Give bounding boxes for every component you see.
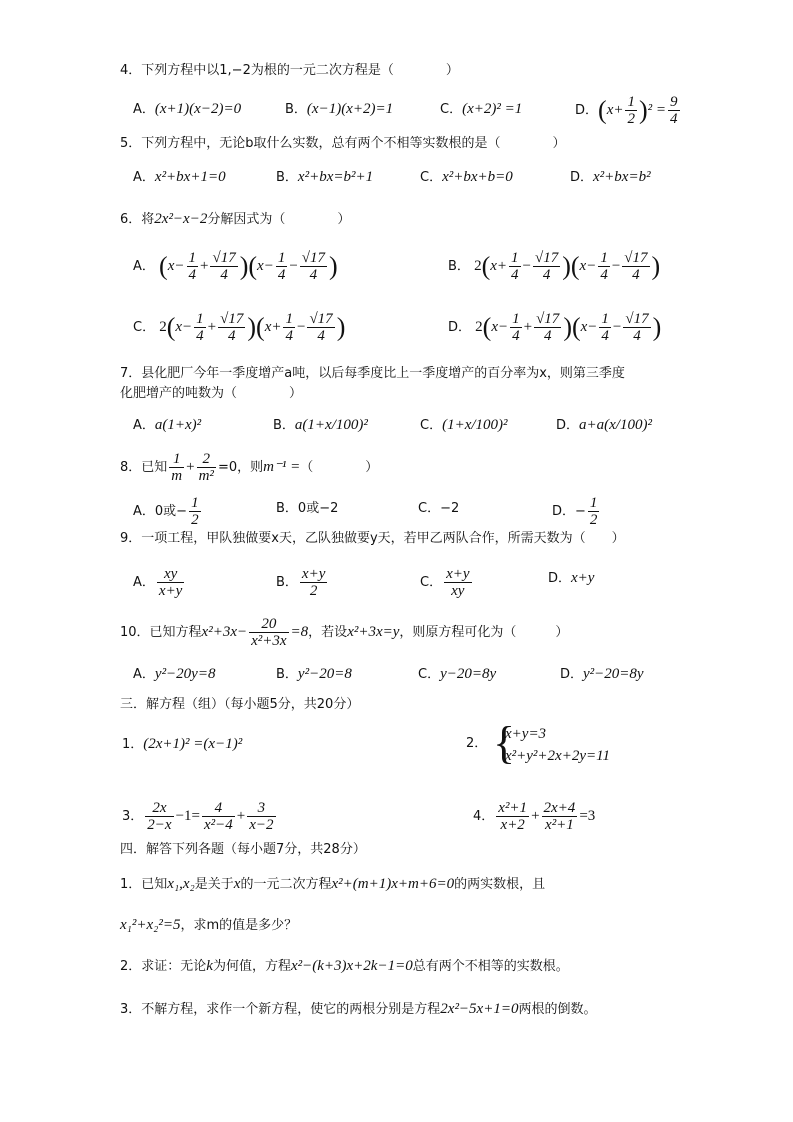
numerator: 20 bbox=[249, 616, 288, 633]
denominator: 4 bbox=[285, 328, 293, 344]
fraction bbox=[534, 311, 561, 344]
option-math: x²+bx=b² bbox=[593, 169, 651, 185]
numerator: 1 bbox=[627, 94, 635, 110]
fraction bbox=[509, 250, 521, 283]
q6-option-b: B． 2(x+ $\frac{1}{4}$ − $\frac{√17}{4}$ )(x− $\frac{1}{4}$ − $\frac{√17}{4}$ ) bbox=[448, 250, 661, 283]
q6-stem bbox=[120, 208, 350, 231]
stem-math: x²+3x− bbox=[201, 624, 248, 640]
fraction bbox=[210, 250, 237, 283]
system-equation-2: x²+y²+2x+2y=11 bbox=[505, 748, 610, 764]
option-label: B． bbox=[276, 667, 298, 682]
option-label: D． bbox=[552, 504, 576, 519]
fraction bbox=[276, 250, 288, 283]
s4-problem-1-line1 bbox=[120, 873, 545, 896]
option-text: 0或− bbox=[154, 504, 188, 519]
option-label: C． bbox=[440, 102, 463, 117]
denominator: 4 bbox=[542, 267, 551, 283]
denominator: x²+1 bbox=[545, 817, 574, 833]
numerator: 2 bbox=[197, 451, 216, 468]
stem-text: ，若设 bbox=[308, 625, 348, 640]
denominator: x²−4 bbox=[203, 817, 233, 833]
math-part: + bbox=[186, 459, 195, 475]
option-label: B． bbox=[273, 418, 295, 433]
q9-option-b bbox=[276, 566, 329, 599]
numerator: √17 bbox=[212, 250, 236, 266]
stem-text: ，则原方程可化为（ ） bbox=[399, 625, 569, 640]
problem-text: ，求m的值是多少？ bbox=[180, 918, 298, 933]
denominator: xy bbox=[451, 583, 465, 599]
problem-text: 的一元二次方程 bbox=[240, 877, 332, 892]
q5-stem: 5．下列方程中，无论b取什么实数，总有两个不相等实数根的是（ ） bbox=[120, 136, 566, 151]
denominator: 2 bbox=[589, 512, 598, 528]
option-label: A． bbox=[133, 259, 155, 274]
option-math: x²+bx+b=0 bbox=[442, 169, 513, 185]
q9-option-a bbox=[133, 566, 186, 599]
numerator: √17 bbox=[301, 250, 326, 266]
denominator: x²+3x bbox=[251, 633, 287, 649]
math-part: + bbox=[207, 319, 217, 335]
numerator: 1 bbox=[191, 495, 199, 511]
denominator: 2 bbox=[191, 512, 199, 528]
q9-stem: 9．一项工程，甲队独做要x天，乙队独做要y天，若甲乙两队合作，所需天数为（ ） bbox=[120, 531, 625, 546]
problem-label: 2． bbox=[466, 736, 488, 751]
math-part: x− bbox=[580, 319, 598, 335]
numerator: 9 bbox=[670, 94, 678, 110]
denominator: 4 bbox=[196, 328, 204, 344]
fraction bbox=[588, 495, 600, 528]
numerator: 1 bbox=[188, 250, 196, 266]
option-math: y²−20y=8 bbox=[154, 666, 216, 682]
problem-text: 2．求证：无论 bbox=[120, 959, 207, 974]
q5-option-b bbox=[276, 166, 373, 189]
math-part: x− bbox=[175, 319, 193, 335]
q6-option-d: D． 2(x− $\frac{1}{4}$ + $\frac{√17}{4}$ )(x− $\frac{1}{4}$ − $\frac{√17}{4}$ ) bbox=[448, 311, 662, 344]
option-label: A． bbox=[133, 667, 155, 682]
option-math: (1+x/100)² bbox=[442, 417, 508, 433]
option-math: a(1+x/100)² bbox=[294, 417, 368, 433]
fraction bbox=[300, 250, 327, 283]
problem-math: x₁,x₂ bbox=[167, 876, 195, 892]
stem-text: 分解因式为（ ） bbox=[207, 212, 351, 227]
option-label: C． bbox=[418, 667, 441, 682]
denominator: m bbox=[171, 468, 183, 484]
math-part: − bbox=[522, 258, 531, 274]
denominator: 4 bbox=[511, 267, 519, 283]
q5-option-d bbox=[570, 166, 651, 189]
s3-problem-4 bbox=[473, 800, 595, 833]
math-part: −1= bbox=[175, 808, 200, 824]
numerator: √17 bbox=[625, 311, 649, 327]
numerator: 3 bbox=[247, 800, 275, 817]
q7-stem-line2: 化肥增产的吨数为（ ） bbox=[120, 386, 303, 401]
option-label: A． bbox=[133, 170, 155, 185]
numerator: 1 bbox=[511, 250, 519, 266]
numerator: x²+1 bbox=[498, 800, 528, 816]
denominator: 4 bbox=[309, 267, 318, 283]
numerator: 1 bbox=[589, 495, 598, 511]
numerator: √17 bbox=[309, 311, 333, 327]
fraction bbox=[533, 250, 560, 283]
fraction bbox=[625, 94, 637, 127]
option-math: (x+1)(x−2)=0 bbox=[154, 101, 242, 117]
fraction bbox=[542, 800, 578, 833]
math-part: =3 bbox=[579, 808, 596, 824]
problem-text: 为何值，方程 bbox=[212, 959, 291, 974]
q10-option-d bbox=[560, 663, 644, 686]
fraction bbox=[598, 250, 610, 283]
numerator: 1 bbox=[285, 311, 293, 327]
option-math: (x+2)² =1 bbox=[462, 101, 523, 117]
math-part: 2 bbox=[159, 319, 167, 335]
math-part: 2 bbox=[475, 319, 483, 335]
left-brace: { bbox=[493, 717, 516, 768]
option-text: − bbox=[575, 504, 586, 519]
stem-math: m⁻¹ = bbox=[263, 459, 301, 475]
q7-stem-line1: 7．县化肥厂今年一季度增产a吨，以后每季度比上一季度增产的百分率为x，则第三季度 bbox=[120, 366, 625, 381]
problem-text: 两根的倒数。 bbox=[518, 1002, 597, 1017]
option-label: C． bbox=[418, 501, 441, 516]
option-math: x+y bbox=[571, 570, 595, 586]
problem-math: k bbox=[206, 958, 213, 974]
q5-option-c bbox=[420, 166, 513, 189]
denominator: 4 bbox=[277, 267, 286, 283]
denominator: 4 bbox=[228, 328, 236, 344]
math-part: x− bbox=[257, 258, 274, 274]
option-label: D． bbox=[560, 667, 584, 682]
numerator: 2x+4 bbox=[543, 800, 576, 816]
fraction bbox=[444, 566, 471, 599]
option-math: y²−20=8 bbox=[297, 666, 352, 682]
numerator: x+y bbox=[301, 566, 326, 582]
option-label: B． bbox=[276, 575, 298, 590]
problem-math: (2x+1)² =(x−1)² bbox=[143, 736, 243, 752]
math-part: − bbox=[612, 319, 622, 335]
fraction bbox=[249, 616, 288, 649]
q4-option-c bbox=[440, 98, 522, 121]
s3-problem-2 bbox=[466, 733, 487, 755]
q7-option-a bbox=[133, 414, 201, 437]
q8-option-b bbox=[276, 498, 338, 520]
fraction bbox=[623, 311, 650, 344]
math-part: − bbox=[296, 319, 306, 335]
stem-text: 6．将 bbox=[120, 212, 155, 227]
q6-option-c: C． 2(x− $\frac{1}{4}$ + $\frac{√17}{4}$ )(x+ $\frac{1}{4}$ − $\frac{√17}{4}$ ) bbox=[133, 311, 346, 344]
problem-text: 的两实数根，且 bbox=[454, 877, 546, 892]
q8-option-a bbox=[133, 495, 203, 528]
stem-text: =0，则 bbox=[217, 460, 264, 475]
math-part: x+ bbox=[490, 258, 508, 274]
numerator: 2x bbox=[145, 800, 173, 817]
numerator: 1 bbox=[600, 250, 608, 266]
math-part: + bbox=[531, 808, 540, 824]
s4-problem-2 bbox=[120, 955, 569, 978]
numerator: 1 bbox=[512, 311, 520, 327]
problem-math: 2x²−5x+1=0 bbox=[440, 1001, 519, 1017]
fraction bbox=[307, 311, 334, 344]
stem-math: x²+3x=y bbox=[347, 624, 400, 640]
denominator: x+2 bbox=[500, 817, 525, 833]
problem-text: 是关于 bbox=[194, 877, 234, 892]
problem-math: x²−(k+3)x+2k−1=0 bbox=[290, 958, 413, 974]
math-part: x− bbox=[491, 319, 509, 335]
fraction bbox=[247, 800, 275, 833]
option-label: C． bbox=[133, 320, 156, 335]
option-label: A． bbox=[133, 418, 155, 433]
option-label: C． bbox=[420, 418, 443, 433]
s3-equation-system bbox=[493, 717, 653, 770]
q7-option-b bbox=[273, 414, 368, 437]
option-label: D． bbox=[575, 103, 599, 118]
option-label: D． bbox=[570, 170, 594, 185]
section-3-title: 三．解方程（组）（每小题5分，共20分） bbox=[120, 697, 360, 712]
q10-option-a bbox=[133, 663, 215, 686]
denominator: 2−x bbox=[147, 817, 172, 833]
q7-option-c bbox=[420, 414, 508, 437]
denominator: 4 bbox=[601, 328, 609, 344]
math-part: 2 bbox=[474, 258, 482, 274]
fraction bbox=[622, 250, 649, 283]
fraction bbox=[668, 94, 680, 127]
denominator: 2 bbox=[627, 111, 635, 127]
stem-text: 8．已知 bbox=[120, 460, 168, 475]
numerator: √17 bbox=[534, 250, 559, 266]
numerator: 1 bbox=[601, 311, 609, 327]
numerator: x+y bbox=[446, 566, 470, 582]
q4-option-a bbox=[133, 98, 241, 121]
denominator: 4 bbox=[317, 328, 325, 344]
section-4-title: 四．解答下列各题（每小题7分，共28分） bbox=[120, 842, 366, 857]
stem-text: （ ） bbox=[300, 460, 379, 475]
q10-option-b bbox=[276, 663, 352, 686]
fraction bbox=[202, 800, 235, 833]
option-math: x²+bx+1=0 bbox=[154, 169, 226, 185]
option-math: y²−20=8y bbox=[583, 666, 644, 682]
problem-label: 3． bbox=[122, 809, 144, 824]
option-math: x²+bx=b²+1 bbox=[297, 169, 374, 185]
numerator: 1 bbox=[169, 451, 184, 468]
option-label: D． bbox=[548, 571, 572, 586]
q5-option-a bbox=[133, 166, 226, 189]
stem-math: =8 bbox=[290, 624, 309, 640]
option-math: a+a(x/100)² bbox=[579, 417, 652, 433]
denominator: 4 bbox=[512, 328, 520, 344]
option-label: C． bbox=[420, 170, 443, 185]
fraction bbox=[283, 311, 295, 344]
option-math: (x−1)(x+2)=1 bbox=[306, 101, 394, 117]
option-text: −2 bbox=[440, 501, 460, 516]
q4-stem: 4．下列方程中以1,−2为根的一元二次方程是（ ） bbox=[120, 63, 459, 78]
option-text: 0或−2 bbox=[297, 501, 339, 516]
fraction bbox=[194, 311, 206, 344]
numerator: 1 bbox=[196, 311, 204, 327]
denominator: m² bbox=[198, 468, 214, 484]
option-label: B． bbox=[276, 501, 298, 516]
fraction bbox=[145, 800, 173, 833]
option-label: A． bbox=[133, 575, 155, 590]
q9-option-d bbox=[548, 567, 594, 590]
denominator: x+y bbox=[158, 583, 183, 599]
s3-problem-3 bbox=[122, 800, 278, 833]
s4-problem-3 bbox=[120, 998, 596, 1021]
fraction bbox=[197, 451, 216, 484]
fraction bbox=[169, 451, 184, 484]
fraction bbox=[599, 311, 611, 344]
q10-stem bbox=[120, 616, 568, 649]
denominator: 2 bbox=[309, 583, 318, 599]
denominator: 4 bbox=[188, 267, 196, 283]
option-label: B． bbox=[285, 102, 307, 117]
numerator: xy bbox=[157, 566, 184, 583]
option-label: A． bbox=[133, 102, 155, 117]
denominator: 4 bbox=[670, 111, 678, 127]
q8-stem bbox=[120, 451, 378, 484]
s3-problem-1 bbox=[122, 733, 242, 756]
denominator: 4 bbox=[600, 267, 608, 283]
option-math: a(1+x)² bbox=[154, 417, 202, 433]
numerator: 4 bbox=[202, 800, 235, 817]
option-label: A． bbox=[133, 504, 155, 519]
option-label: D． bbox=[448, 320, 472, 335]
numerator: 1 bbox=[277, 250, 286, 266]
fraction bbox=[157, 566, 184, 599]
stem-text: 10．已知方程 bbox=[120, 625, 202, 640]
math-part: + bbox=[523, 319, 533, 335]
math-part: − bbox=[289, 258, 298, 274]
math-part: + bbox=[200, 258, 209, 274]
denominator: 4 bbox=[220, 267, 228, 283]
option-label: B． bbox=[276, 170, 298, 185]
problem-math: x²+(m+1)x+m+6=0 bbox=[331, 876, 455, 892]
numerator: √17 bbox=[220, 311, 244, 327]
option-math: y−20=8y bbox=[440, 666, 497, 682]
problem-label: 1． bbox=[122, 737, 144, 752]
math-part: + bbox=[236, 808, 246, 824]
denominator: x−2 bbox=[249, 817, 274, 833]
fraction bbox=[510, 311, 522, 344]
denominator: 4 bbox=[633, 328, 641, 344]
q7-option-d bbox=[556, 414, 652, 437]
fraction bbox=[187, 250, 199, 283]
option-label: D． bbox=[556, 418, 580, 433]
math-part: x− bbox=[167, 258, 185, 274]
math-part: x− bbox=[579, 258, 597, 274]
fraction bbox=[300, 566, 327, 599]
option-label: C． bbox=[420, 575, 443, 590]
fraction bbox=[218, 311, 245, 344]
q4-option-d: D．(x+ $\frac{1}{2}$ )² = $\frac{9}{4}$ bbox=[575, 94, 678, 127]
math-part: − bbox=[611, 258, 621, 274]
q6-option-a: A． (x− $\frac{1}{4}$ + $\frac{√17}{4}$ )(x− $\frac{1}{4}$ − $\frac{√17}{4}$ ) bbox=[133, 250, 338, 283]
fraction bbox=[496, 800, 529, 833]
math-part: ² = bbox=[647, 102, 667, 118]
q4-option-b bbox=[285, 98, 393, 121]
system-equation-1: x+y=3 bbox=[505, 726, 547, 742]
denominator: 4 bbox=[632, 267, 640, 283]
stem-math: 2x²−x−2 bbox=[154, 211, 208, 227]
s4-problem-1-line2 bbox=[120, 914, 297, 937]
problem-text: 3．不解方程，求作一个新方程，使它的两根分别是方程 bbox=[120, 1002, 441, 1017]
denominator: 4 bbox=[543, 328, 552, 344]
problem-math: x₁²+x₂²=5 bbox=[120, 917, 181, 933]
problem-math: x bbox=[233, 876, 241, 892]
numerator: √17 bbox=[536, 311, 560, 327]
math-part: x+ bbox=[606, 102, 624, 118]
q8-option-d bbox=[552, 495, 601, 528]
problem-label: 4． bbox=[473, 809, 495, 824]
problem-text: 1．已知 bbox=[120, 877, 168, 892]
option-label: B． bbox=[448, 259, 470, 274]
numerator: √17 bbox=[624, 250, 648, 266]
math-part: x+ bbox=[264, 319, 282, 335]
fraction bbox=[189, 495, 201, 528]
q10-option-c bbox=[418, 663, 496, 686]
q9-option-c bbox=[420, 566, 474, 599]
q8-option-c bbox=[418, 498, 459, 520]
problem-text: 总有两个不相等的实数根。 bbox=[412, 959, 569, 974]
